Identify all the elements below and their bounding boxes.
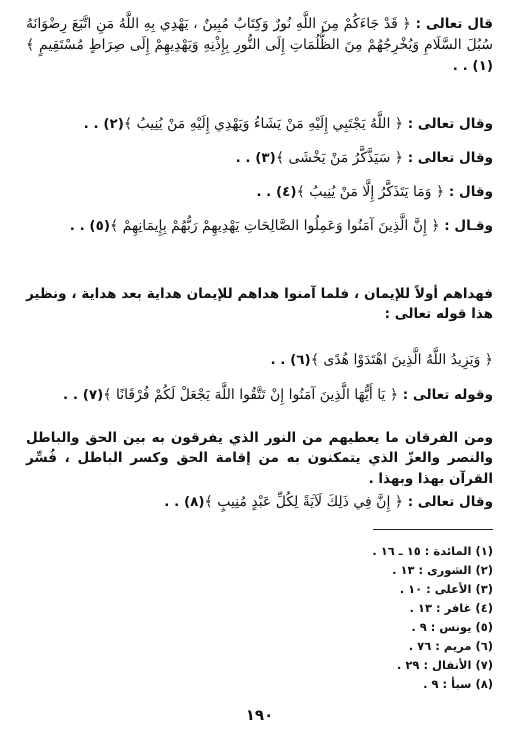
paragraph-lead: وقال تعالى : [403, 494, 493, 510]
paragraph-9 [26, 428, 493, 489]
paragraph-5 [26, 216, 493, 237]
paragraph-3 [26, 148, 493, 169]
quran-verse: ﴿ وَيَزِيدُ اللَّهُ الَّذِينَ اهْتَدَوْا هُدًى ﴾ [310, 352, 493, 368]
paragraph-lead: قال تعالى : [410, 16, 493, 32]
paragraph-lead: وقال تعالى : [403, 116, 493, 132]
quran-verse: ﴿ إِنَّ الَّذِينَ آمَنُوا وَعَمِلُوا الصَّالِحَاتِ يَهْدِيهِمْ رَبُّهُمْ بِإِيمَانِهِمْ ﴾ [109, 218, 440, 234]
quran-verse: ﴿ وَمَا يَتَذَكَّرُ إِلَّا مَنْ يُنِيبُ ﴾ [296, 184, 445, 200]
footnote-3: (٣) الأعلى : ١٠ . [399, 582, 493, 596]
footnote-4: (٤) غافر : ١٣ . [409, 601, 493, 615]
quran-verse: ﴿ سَيَذَّكَّرُ مَنْ يَخْشَى ﴾ [275, 150, 403, 166]
footnote-ref: (٢) . . [83, 116, 124, 132]
paragraph-1 [26, 14, 493, 76]
paragraph-lead: وقال تعالى : [403, 150, 493, 166]
footnote-5: (٥) يونس : ٩ . [411, 620, 493, 634]
footnote-ref: (٣) . . [235, 150, 276, 166]
paragraph-7 [26, 350, 493, 371]
paragraph-lead: وقال : [444, 184, 493, 200]
quran-verse: ﴿ اللَّهُ يَجْتَبِي إِلَيْهِ مَنْ يَشَاءُ وَيَهْدِي إِلَيْهِ مَنْ يُنِيبُ ﴾ [123, 116, 403, 132]
page-number: ١٩٠ [245, 706, 274, 724]
footnote-divider [373, 529, 493, 530]
paragraph-8 [26, 385, 493, 406]
footnote-6: (٦) مريم : ٧٦ . [408, 639, 493, 653]
paragraph-lead: وقوله تعالى : [398, 387, 493, 403]
quran-verse: ﴿ يَا أَيُّهَا الَّذِينَ آمَنُوا إِنْ تَتَّقُوا اللَّهَ يَجْعَلْ لَكُمْ فُرْقَانًا ﴾ [103, 387, 399, 403]
paragraph-4 [26, 182, 493, 203]
paragraph-text: ومن الفرقان ما يعطيهم من النور الذي يفرقون به بين الحق والباطل والنصر والعزّ الذي يتمكنون به من إقامة الحق وكسر الباطل ، فُسِّر القرآن بهذا وبهذا . [26, 430, 493, 487]
paragraph-2 [26, 114, 493, 135]
footnote-ref: (٨) . . [164, 494, 205, 510]
paragraph-10 [26, 492, 493, 513]
footnote-ref: (٦) . . [270, 352, 311, 368]
footnote-8: (٨) سبأ : ٩ . [423, 677, 493, 691]
paragraph-lead: وقـال : [439, 218, 493, 234]
quran-verse: ﴿ قَدْ جَاءَكُمْ مِنَ اللَّهِ نُورٌ وَكِتَابٌ مُبِينٌ ، يَهْدِي بِهِ اللَّهُ مَنِ اتَّبَعَ رِضْوَانَهُ سُبُلَ السَّلَامِ وَيُخْرِجُهُمْ مِنَ الظُّلُمَاتِ إِلَى النُّورِ بِإِذْنِهِ وَيَهْدِيهِمْ إِلَى صِرَاطٍ مُسْتَقِيمٍ ﴾ [26, 16, 493, 53]
footnote-2: (٢) الشورى : ١٣ . [392, 563, 493, 577]
paragraph-6 [26, 284, 493, 325]
footnote-ref: (٧) . . [63, 387, 104, 403]
footnote-ref: (٤) . . [256, 184, 297, 200]
quran-verse: ﴿ إِنَّ فِي ذَلِكَ لَآيَةً لِكُلِّ عَبْدٍ مُنِيبٍ ﴾ [204, 494, 403, 510]
footnote-ref: (١) . . [452, 58, 493, 74]
footnote-ref: (٥) . . [69, 218, 110, 234]
footnote-7: (٧) الأنفال : ٢٩ . [397, 658, 493, 672]
footnote-1: (١) المائدة : ١٥ ـ ١٦ . [372, 544, 493, 558]
paragraph-text: فهداهم أولاً للإيمان ، فلما آمنوا هداهم للإيمان هداية بعد هداية ، ونظير هذا قوله تعالى : [26, 286, 493, 323]
